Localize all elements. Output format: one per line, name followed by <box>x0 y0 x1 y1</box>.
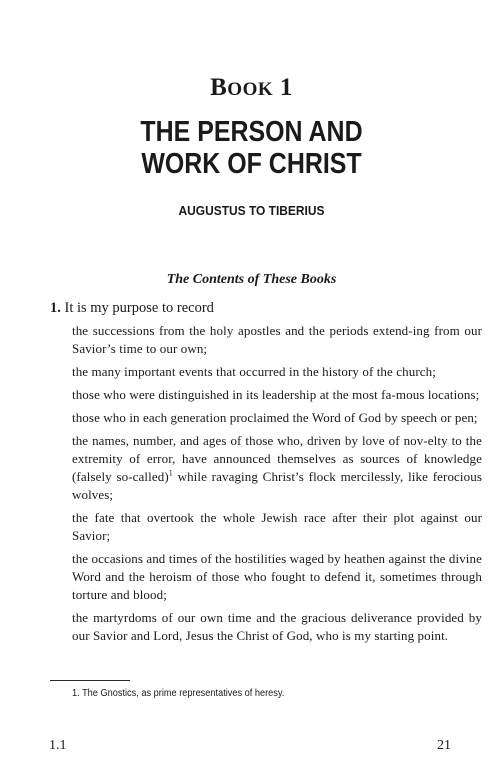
purpose-item-heretics-text: the names, number, and ages of those who, driven by love of nov-elty to the extremity of error, have announced themselves as sources of knowledge (falsely so-called) <box>72 433 482 484</box>
footnote-rule <box>50 680 130 681</box>
purpose-item-heretics <box>72 432 482 504</box>
paragraph-intro-text: It is my purpose to record <box>64 300 214 316</box>
footnote-reference: 1 <box>168 468 173 478</box>
book-label-smallcaps: OOK <box>227 79 274 100</box>
section-reference: 1.1 <box>49 738 67 753</box>
purpose-list <box>72 322 482 650</box>
book-label-initial: B <box>210 74 228 101</box>
paragraph-number: 1. <box>50 300 61 316</box>
book-number: 1 <box>279 74 293 101</box>
purpose-item-leaders: those who were distinguished in its leadership at the most fa-mous locations; <box>72 387 480 402</box>
purpose-item-successions: the successions from the holy apostles and the periods extend-ing from our Savior’s time to our own; <box>72 323 482 356</box>
purpose-item-hostilities: the occasions and times of the hostilities waged by heathen against the divine Word and the heroism of those who fought to defend it, sometimes through torture and blood; <box>72 551 482 602</box>
page-number: 21 <box>437 738 451 753</box>
purpose-item-events: the many important events that occurred in the history of the church; <box>72 364 436 379</box>
chapter-title-line-1: THE PERSON AND <box>140 116 363 148</box>
purpose-item-heretics-text-cont: while ravaging Christ’s flock mercilessly, like ferocious wolves; <box>72 469 482 502</box>
section-heading: The Contents of These Books <box>166 272 337 287</box>
book-label <box>0 74 503 102</box>
chapter-subtitle: AUGUSTUS TO TIBERIUS <box>178 203 325 218</box>
chapter-title-line-2: WORK OF CHRIST <box>141 148 362 180</box>
purpose-item-jewish-race: the fate that overtook the whole Jewish race after their plot against our Savior; <box>72 510 482 543</box>
chapter-title <box>35 116 468 180</box>
purpose-item-proclaimers: those who in each generation proclaimed the Word of God by speech or pen; <box>72 410 478 425</box>
footnote: 1. The Gnostics, as prime representatives of heresy. <box>72 688 285 699</box>
paragraph-intro <box>50 300 470 317</box>
purpose-item-martyrdoms: the martyrdoms of our own time and the gracious deliverance provided by our Savior and Lord, Jesus the Christ of God, who is my starting point. <box>72 610 482 643</box>
